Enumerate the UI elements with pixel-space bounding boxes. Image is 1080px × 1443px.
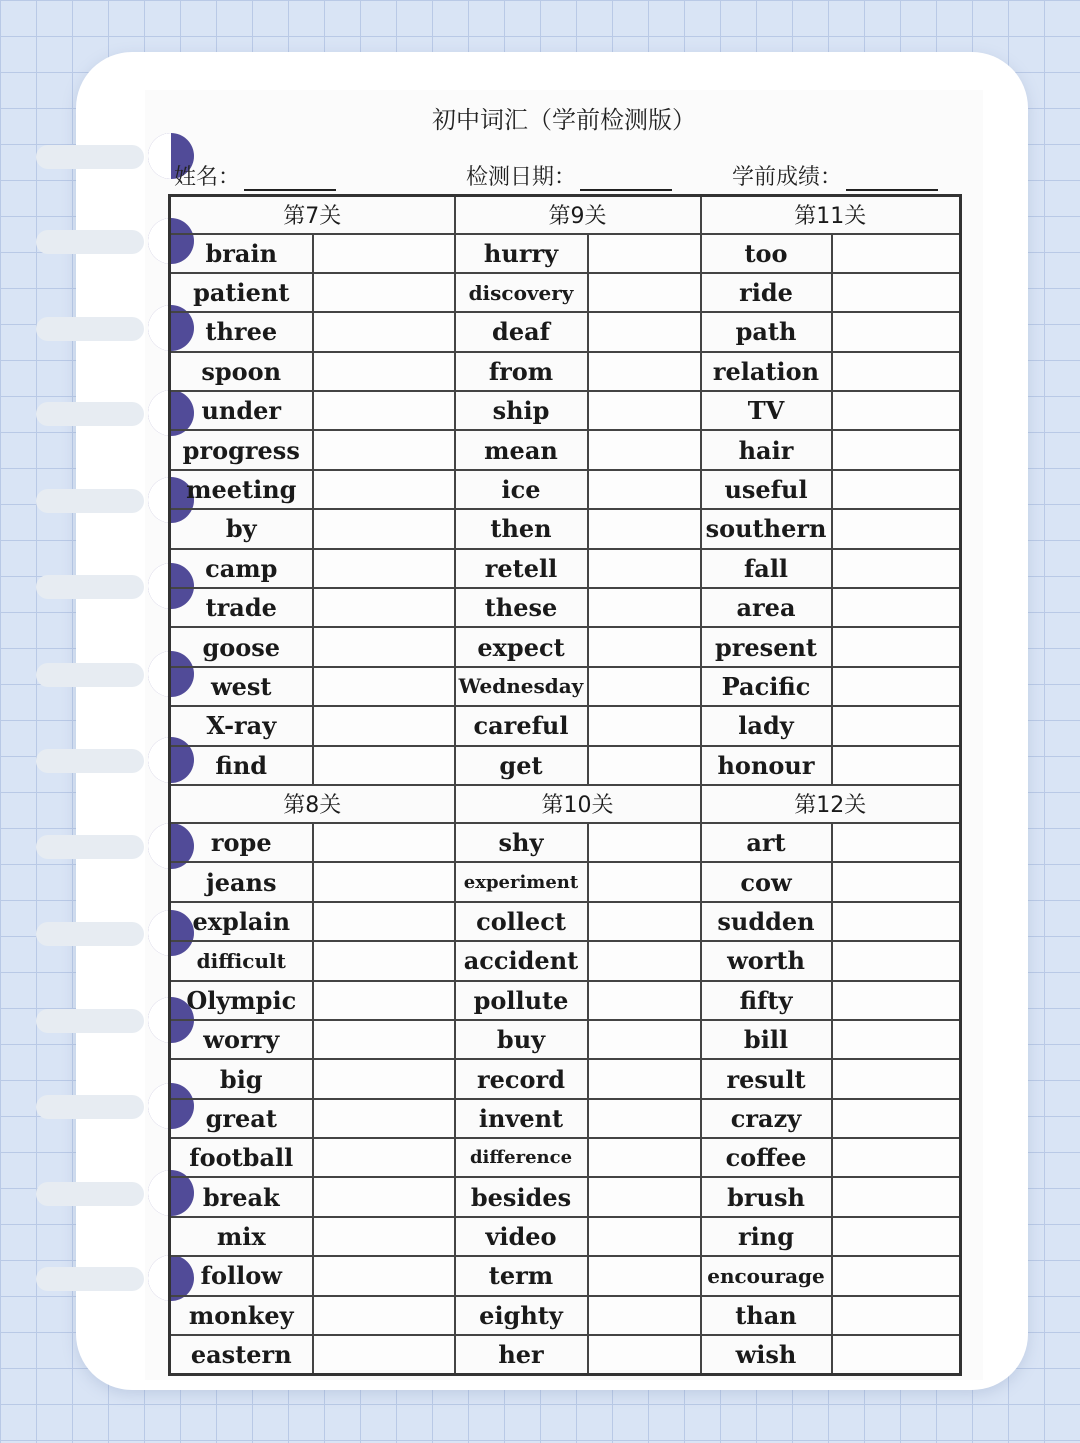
answer-cell[interactable] [313,509,455,548]
table-row [170,823,961,862]
vocab-word: video [455,1217,588,1256]
vocab-word: mix [170,1217,313,1256]
vocab-word: term [455,1256,588,1295]
vocab-word: three [170,312,313,351]
vocab-word: shy [455,823,588,862]
vocab-word: spoon [170,352,313,391]
answer-cell[interactable] [313,273,455,312]
vocab-word: break [170,1177,313,1216]
vocab-word: ice [455,470,588,509]
level-header: 第12关 [701,785,961,823]
binder-ring-icon [36,563,160,609]
vocab-word: progress [170,430,313,469]
vocab-word: ring [701,1217,832,1256]
table-row [170,1138,961,1177]
vocab-word: find [170,746,313,785]
vocab-word: X-ray [170,706,313,745]
date-label: 检测日期： [466,165,577,190]
vocab-word: difficult [170,941,313,980]
table-row [170,862,961,901]
table-row [170,549,961,588]
answer-cell[interactable] [588,352,701,391]
vocab-word: honour [701,746,832,785]
vocab-word: careful [455,706,588,745]
table-row [170,588,961,627]
vocab-word: deaf [455,312,588,351]
vocab-word: southern [701,509,832,548]
vocab-word: patient [170,273,313,312]
table-row [170,1099,961,1138]
answer-cell[interactable] [588,1020,701,1059]
vocab-word: TV [701,391,832,430]
binder-ring-icon [36,477,160,523]
vocab-word: area [701,588,832,627]
answer-cell[interactable] [588,1217,701,1256]
vocab-word: monkey [170,1296,313,1335]
answer-cell[interactable] [313,430,455,469]
answer-cell[interactable] [832,1256,961,1295]
answer-cell[interactable] [588,1138,701,1177]
worksheet-title: 初中词汇（学前检测版） [432,106,696,134]
answer-cell[interactable] [832,234,961,273]
answer-cell[interactable] [588,981,701,1020]
binder-ring-icon [36,737,160,783]
vocab-word: ride [701,273,832,312]
table-row [170,430,961,469]
answer-cell[interactable] [832,706,961,745]
vocab-word: mean [455,430,588,469]
answer-cell[interactable] [588,509,701,548]
answer-cell[interactable] [313,391,455,430]
answer-cell[interactable] [832,1177,961,1216]
vocab-word: collect [455,902,588,941]
vocab-word: ship [455,391,588,430]
table-row [170,1256,961,1295]
vocab-table [168,194,962,1376]
answer-cell[interactable] [313,1177,455,1216]
vocab-word: experiment [455,862,588,901]
answer-cell[interactable] [832,1335,961,1374]
vocab-word: these [455,588,588,627]
vocab-word: rope [170,823,313,862]
vocab-word: lady [701,706,832,745]
binder-ring-icon [36,218,160,264]
answer-cell[interactable] [832,509,961,548]
answer-cell[interactable] [832,862,961,901]
vocab-word: Wednesday [455,667,588,706]
vocab-word: cow [701,862,832,901]
answer-cell[interactable] [832,823,961,862]
vocab-word: worth [701,941,832,980]
vocab-word: expect [455,627,588,666]
answer-cell[interactable] [832,1138,961,1177]
answer-cell[interactable] [832,312,961,351]
vocab-word: goose [170,627,313,666]
table-row [170,1020,961,1059]
answer-cell[interactable] [832,1059,961,1098]
table-row [170,1059,961,1098]
binder-ring-icon [36,390,160,436]
answer-cell[interactable] [588,1177,701,1216]
vocab-word: present [701,627,832,666]
vocab-word: by [170,509,313,548]
vocab-word: jeans [170,862,313,901]
table-row [170,1335,961,1374]
answer-cell[interactable] [588,1059,701,1098]
section-header-row [170,196,961,234]
answer-cell[interactable] [313,352,455,391]
vocab-word: coffee [701,1138,832,1177]
answer-cell[interactable] [832,1099,961,1138]
answer-cell[interactable] [313,234,455,273]
table-row [170,941,961,980]
table-row [170,391,961,430]
answer-cell[interactable] [313,981,455,1020]
answer-cell[interactable] [832,941,961,980]
answer-cell[interactable] [832,273,961,312]
level-header: 第9关 [455,196,701,234]
level-header: 第11关 [701,196,961,234]
vocab-word: difference [455,1138,588,1177]
answer-cell[interactable] [588,549,701,588]
vocab-word: crazy [701,1099,832,1138]
binder-ring-icon [36,133,160,179]
vocab-word: sudden [701,902,832,941]
vocab-word: discovery [455,273,588,312]
level-header: 第8关 [170,785,455,823]
binder-ring-icon [36,1083,160,1129]
vocab-word: useful [701,470,832,509]
answer-cell[interactable] [313,1138,455,1177]
vocab-word: camp [170,549,313,588]
table-row [170,706,961,745]
table-row [170,234,961,273]
vocab-word: invent [455,1099,588,1138]
answer-cell[interactable] [313,941,455,980]
level-header: 第10关 [455,785,701,823]
table-row [170,273,961,312]
binder-ring-icon [36,823,160,869]
answer-cell[interactable] [588,706,701,745]
answer-cell[interactable] [832,352,961,391]
section-header-row [170,785,961,823]
answer-cell[interactable] [832,470,961,509]
vocab-word: hair [701,430,832,469]
vocab-word: trade [170,588,313,627]
answer-cell[interactable] [313,588,455,627]
binder-ring-icon [36,651,160,697]
date-field [466,160,672,191]
vocab-word: buy [455,1020,588,1059]
table-row [170,746,961,785]
answer-cell[interactable] [313,470,455,509]
answer-cell[interactable] [313,1059,455,1098]
answer-cell[interactable] [588,588,701,627]
vocab-word: record [455,1059,588,1098]
table-row [170,1177,961,1216]
answer-cell[interactable] [313,667,455,706]
answer-cell[interactable] [588,746,701,785]
table-row [170,352,961,391]
binder-ring-icon [36,1170,160,1216]
answer-cell[interactable] [313,1020,455,1059]
answer-cell[interactable] [313,627,455,666]
table-row [170,1217,961,1256]
answer-cell[interactable] [832,981,961,1020]
answer-cell[interactable] [588,234,701,273]
vocab-word: accident [455,941,588,980]
answer-cell[interactable] [313,706,455,745]
vocab-word: pollute [455,981,588,1020]
vocab-word: retell [455,549,588,588]
vocab-word: result [701,1059,832,1098]
table-row [170,1296,961,1335]
score-field [732,160,938,191]
answer-cell[interactable] [313,1099,455,1138]
answer-cell[interactable] [832,1020,961,1059]
answer-cell[interactable] [832,391,961,430]
vocab-word: get [455,746,588,785]
vocab-word: worry [170,1020,313,1059]
answer-cell[interactable] [588,862,701,901]
answer-cell[interactable] [313,1217,455,1256]
binder-ring-icon [36,1255,160,1301]
vocab-word: west [170,667,313,706]
vocab-word: Olympic [170,981,313,1020]
answer-cell[interactable] [588,1296,701,1335]
answer-cell[interactable] [832,549,961,588]
answer-cell[interactable] [588,667,701,706]
answer-cell[interactable] [588,1335,701,1374]
answer-cell[interactable] [832,1217,961,1256]
vocab-word: Pacific [701,667,832,706]
vocab-word: explain [170,902,313,941]
score-blank [846,163,938,191]
vocab-word: besides [455,1177,588,1216]
vocab-word: meeting [170,470,313,509]
vocab-word: encourage [701,1256,832,1295]
answer-cell[interactable] [313,902,455,941]
answer-cell[interactable] [313,549,455,588]
answer-cell[interactable] [313,1256,455,1295]
vocab-word: her [455,1335,588,1374]
vocab-word: hurry [455,234,588,273]
vocab-word: brush [701,1177,832,1216]
answer-cell[interactable] [832,667,961,706]
binder-ring-icon [36,305,160,351]
answer-cell[interactable] [588,1099,701,1138]
binder-ring-icon [36,997,160,1043]
vocab-word: too [701,234,832,273]
vocab-word: bill [701,1020,832,1059]
vocab-word: from [455,352,588,391]
vocab-word: eighty [455,1296,588,1335]
date-blank [580,163,672,191]
answer-cell[interactable] [832,627,961,666]
answer-cell[interactable] [832,430,961,469]
answer-cell[interactable] [313,823,455,862]
vocab-word: than [701,1296,832,1335]
table-row [170,627,961,666]
vocab-word: wish [701,1335,832,1374]
score-label: 学前成绩： [732,165,843,190]
vocab-word: fifty [701,981,832,1020]
table-row [170,981,961,1020]
vocab-word: brain [170,234,313,273]
answer-cell[interactable] [588,1256,701,1295]
table-row [170,470,961,509]
table-row [170,509,961,548]
answer-cell[interactable] [588,627,701,666]
vocab-word: under [170,391,313,430]
answer-cell[interactable] [313,862,455,901]
answer-cell[interactable] [313,1296,455,1335]
vocab-word: football [170,1138,313,1177]
vocab-word: then [455,509,588,548]
vocab-word: eastern [170,1335,313,1374]
answer-cell[interactable] [588,273,701,312]
level-header: 第7关 [170,196,455,234]
answer-cell[interactable] [588,430,701,469]
answer-cell[interactable] [832,1296,961,1335]
table-row [170,312,961,351]
answer-cell[interactable] [588,470,701,509]
answer-cell[interactable] [832,588,961,627]
answer-cell[interactable] [313,312,455,351]
vocab-word: big [170,1059,313,1098]
vocab-word: follow [170,1256,313,1295]
answer-cell[interactable] [313,1335,455,1374]
answer-cell[interactable] [588,391,701,430]
answer-cell[interactable] [832,746,961,785]
answer-cell[interactable] [588,823,701,862]
answer-cell[interactable] [832,902,961,941]
name-blank [244,163,336,191]
binder-ring-icon [36,910,160,956]
name-field [174,160,336,191]
answer-cell[interactable] [588,902,701,941]
table-row [170,667,961,706]
vocab-word: art [701,823,832,862]
answer-cell[interactable] [313,746,455,785]
name-label: 姓名： [174,165,241,190]
vocab-word: fall [701,549,832,588]
answer-cell[interactable] [588,941,701,980]
table-row [170,902,961,941]
vocab-word: great [170,1099,313,1138]
vocab-word: relation [701,352,832,391]
answer-cell[interactable] [588,312,701,351]
vocab-word: path [701,312,832,351]
